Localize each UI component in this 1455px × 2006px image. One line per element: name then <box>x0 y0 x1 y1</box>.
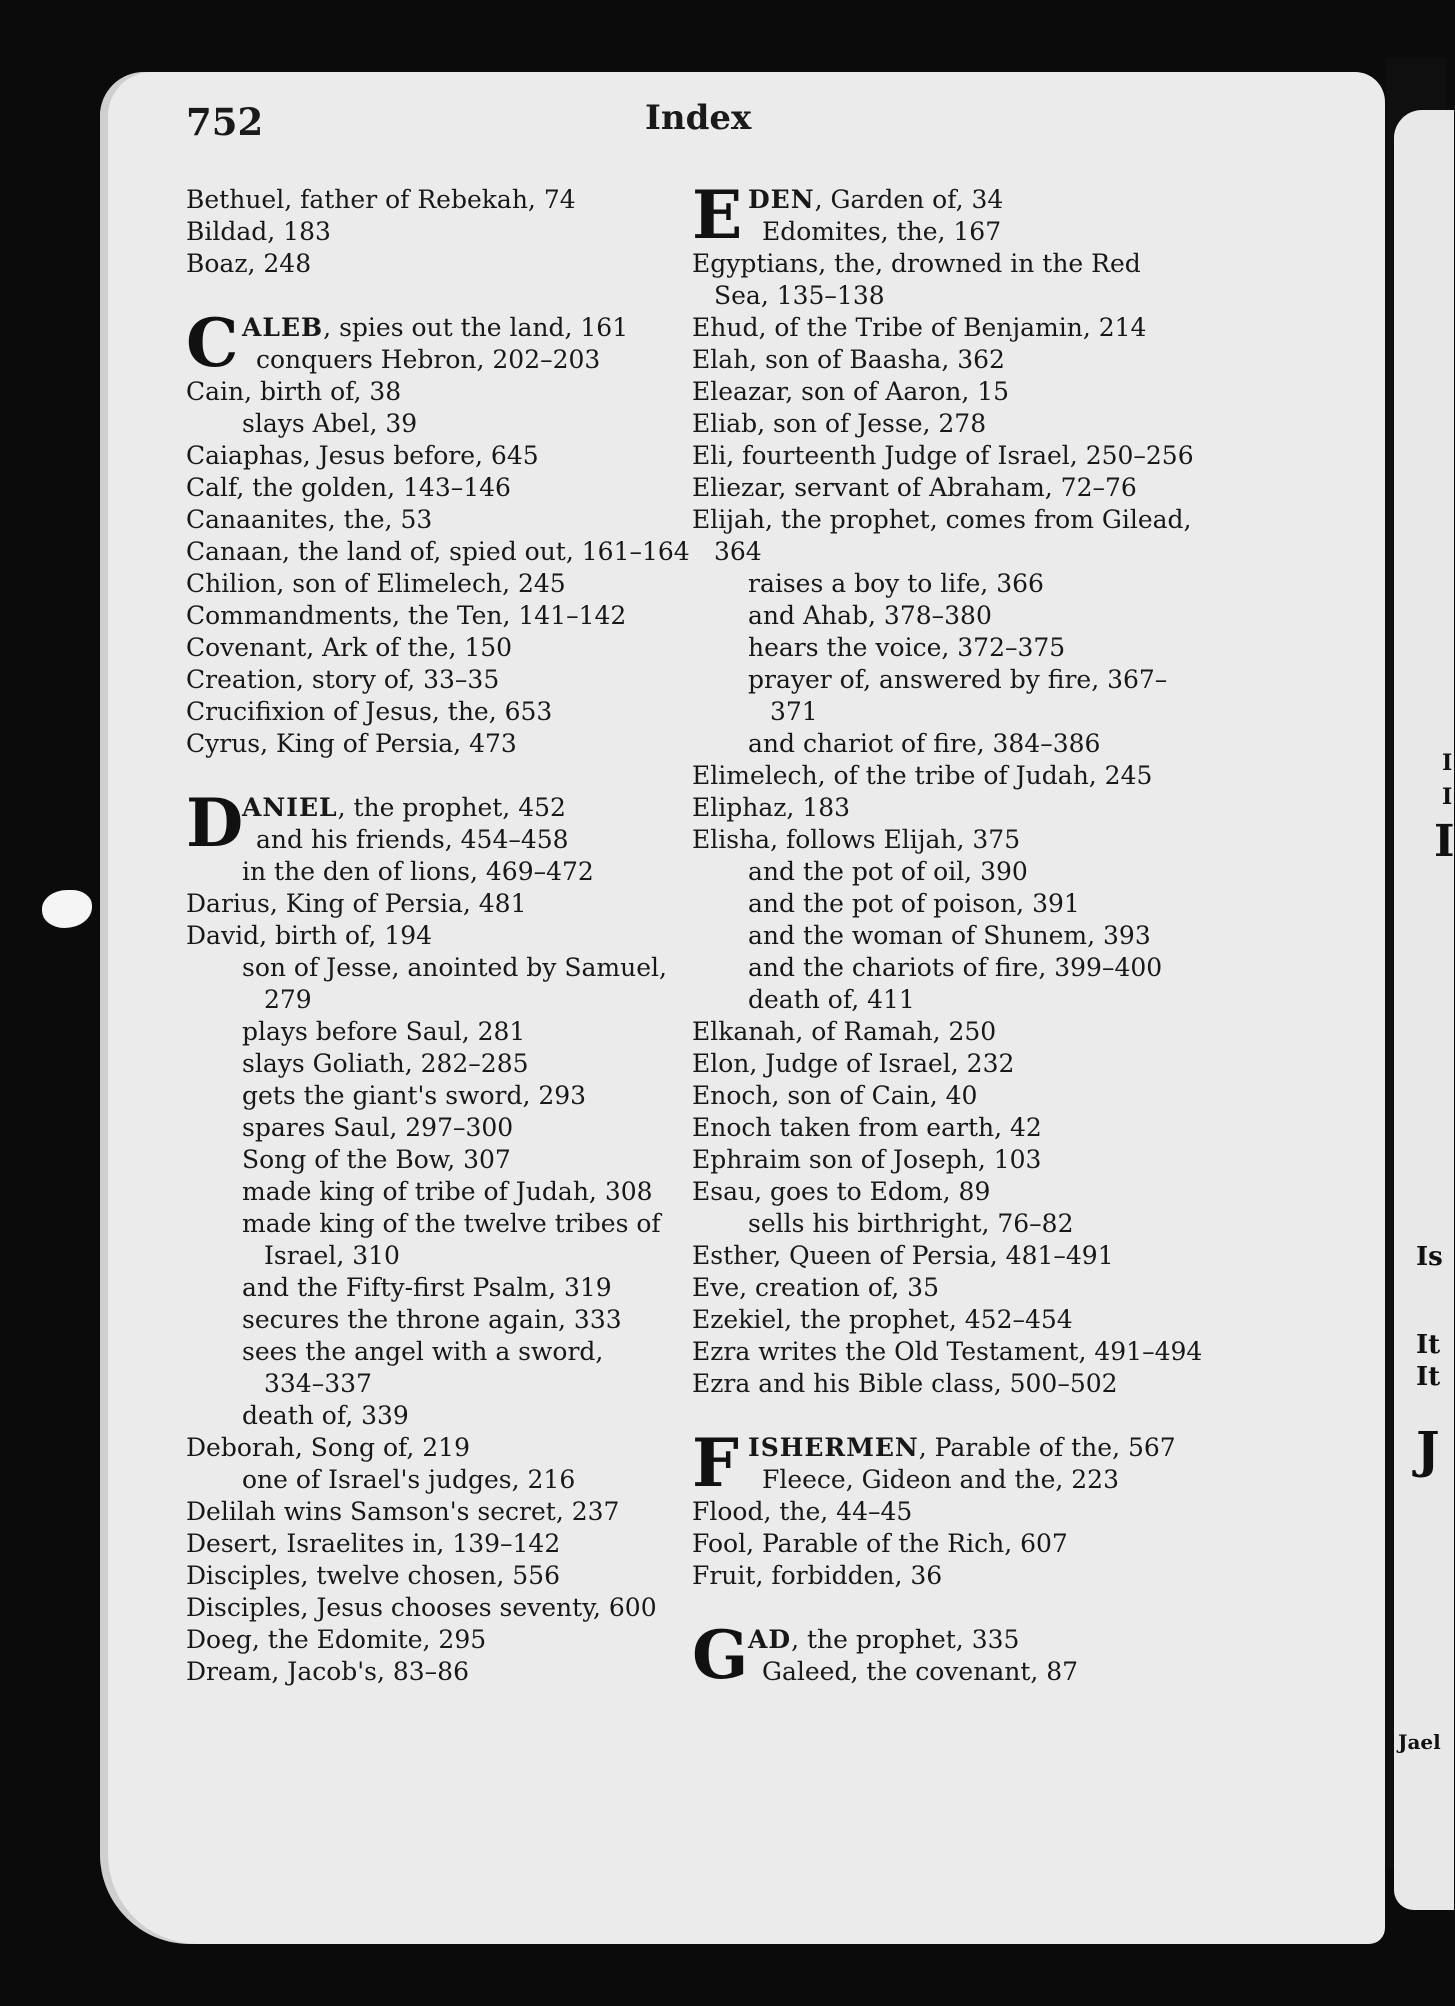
index-entry: Bethuel, father of Rebekah, 74 <box>186 185 576 214</box>
index-entry-text: , Garden of, 34 <box>814 185 1004 214</box>
index-entry: conquers Hebron, 202–203 <box>256 345 601 374</box>
index-subentry: son of Jesse, anointed by Samuel, <box>242 953 667 982</box>
small-caps-word: AD <box>748 1625 792 1654</box>
index-entry: and his friends, 454–458 <box>256 825 569 854</box>
index-entry: Eli, fourteenth Judge of Israel, 250–256 <box>692 441 1194 470</box>
index-entry: Delilah wins Samson's secret, 237 <box>186 1497 620 1526</box>
letter-section-heading <box>186 304 706 382</box>
index-entry: Deborah, Song of, 219 <box>186 1433 470 1462</box>
running-head: Index <box>645 98 752 138</box>
index-subentry: Song of the Bow, 307 <box>242 1145 511 1174</box>
letter-section-heading <box>692 1616 1257 1694</box>
small-caps-word: ISHERMEN <box>748 1433 919 1462</box>
index-entry: Fool, Parable of the Rich, 607 <box>692 1529 1068 1558</box>
index-entry: Chilion, son of Elimelech, 245 <box>186 569 566 598</box>
index-entry-continuation: 364 <box>714 537 762 566</box>
index-entry: Fleece, Gideon and the, 223 <box>762 1465 1119 1494</box>
index-entry: Eliphaz, 183 <box>692 793 851 822</box>
drop-cap-letter: E <box>692 176 743 254</box>
index-entry: Elijah, the prophet, comes from Gilead, <box>692 505 1192 534</box>
index-subentry: made king of the twelve tribes of <box>242 1209 661 1238</box>
index-subentry-continuation: 371 <box>770 697 818 726</box>
index-entry: Ezekiel, the prophet, 452–454 <box>692 1305 1073 1334</box>
index-entry: Esau, goes to Edom, 89 <box>692 1177 991 1206</box>
index-entry: Disciples, twelve chosen, 556 <box>186 1561 560 1590</box>
letter-section-gap <box>692 1400 1257 1432</box>
index-entry: Ehud, of the Tribe of Benjamin, 214 <box>692 313 1147 342</box>
index-entry: Calf, the golden, 143–146 <box>186 473 511 502</box>
index-subentry-continuation: Israel, 310 <box>264 1241 400 1270</box>
index-subentry: raises a boy to life, 366 <box>748 569 1044 598</box>
page-number: 752 <box>186 100 264 144</box>
index-entry: Enoch, son of Cain, 40 <box>692 1081 978 1110</box>
index-entry: Enoch taken from earth, 42 <box>692 1113 1042 1142</box>
index-entry: Ezra and his Bible class, 500–502 <box>692 1369 1118 1398</box>
index-entry <box>748 1624 1257 1656</box>
index-entry: Crucifixion of Jesus, the, 653 <box>186 697 553 726</box>
index-entry-text: , Parable of the, 567 <box>918 1433 1176 1462</box>
index-entry: Darius, King of Persia, 481 <box>186 889 527 918</box>
next-page-fragment: J <box>1416 1420 1440 1479</box>
index-entry: Edomites, the, 167 <box>762 217 1002 246</box>
index-subentry: and chariot of fire, 384–386 <box>748 729 1101 758</box>
index-column-left <box>186 184 706 1688</box>
index-entry: Boaz, 248 <box>186 249 312 278</box>
index-entry: Eleazar, son of Aaron, 15 <box>692 377 1010 406</box>
index-subentry: and the Fifty-first Psalm, 319 <box>242 1273 612 1302</box>
index-entry: Fruit, forbidden, 36 <box>692 1561 943 1590</box>
index-entry: Ephraim son of Joseph, 103 <box>692 1145 1042 1174</box>
index-entry: Elimelech, of the tribe of Judah, 245 <box>692 761 1153 790</box>
drop-cap-letter: F <box>692 1424 739 1502</box>
index-entry: Elkanah, of Ramah, 250 <box>692 1017 997 1046</box>
letter-section-heading <box>692 1424 1257 1502</box>
index-entry: Esther, Queen of Persia, 481–491 <box>692 1241 1114 1270</box>
index-entry: Flood, the, 44–45 <box>692 1497 913 1526</box>
index-entry: Elon, Judge of Israel, 232 <box>692 1049 1015 1078</box>
index-entry: Dream, Jacob's, 83–86 <box>186 1657 469 1686</box>
next-page-fragment: I <box>1442 750 1453 776</box>
index-entry <box>748 184 1257 216</box>
index-entry: Doeg, the Edomite, 295 <box>186 1625 487 1654</box>
index-entry: Elisha, follows Elijah, 375 <box>692 825 1021 854</box>
drop-cap-letter: D <box>186 784 244 862</box>
index-entry: Cain, birth of, 38 <box>186 377 402 406</box>
index-subentry: made king of tribe of Judah, 308 <box>242 1177 653 1206</box>
drop-cap-letter: G <box>692 1616 749 1694</box>
index-subentry: secures the throne again, 333 <box>242 1305 622 1334</box>
small-caps-word: ANIEL <box>242 793 338 822</box>
index-entry: Egyptians, the, drowned in the Red <box>692 249 1141 278</box>
index-subentry: prayer of, answered by fire, 367– <box>748 665 1168 694</box>
index-entry: Caiaphas, Jesus before, 645 <box>186 441 539 470</box>
index-subentry-continuation: 334–337 <box>264 1369 372 1398</box>
index-entry: Cyrus, King of Persia, 473 <box>186 729 517 758</box>
next-page-fragment: I <box>1434 816 1455 867</box>
index-subentry: sees the angel with a sword, <box>242 1337 604 1366</box>
index-subentry: one of Israel's judges, 216 <box>242 1465 576 1494</box>
letter-section-heading <box>186 784 706 862</box>
letter-section-gap <box>186 760 706 792</box>
letter-section-heading <box>692 176 1257 254</box>
index-subentry: gets the giant's sword, 293 <box>242 1081 587 1110</box>
index-entry-text: , spies out the land, 161 <box>323 313 629 342</box>
index-column-right <box>692 176 1257 1694</box>
index-entry <box>242 792 706 824</box>
small-caps-word: DEN <box>748 185 815 214</box>
next-page-edge <box>1386 58 1455 1868</box>
index-entry <box>242 312 706 344</box>
index-entry: Eve, creation of, 35 <box>692 1273 939 1302</box>
index-subentry: slays Abel, 39 <box>242 409 418 438</box>
index-entry: Ezra writes the Old Testament, 491–494 <box>692 1337 1203 1366</box>
index-subentry: and the woman of Shunem, 393 <box>748 921 1151 950</box>
index-entry-text: , the prophet, 452 <box>337 793 566 822</box>
index-entry: Covenant, Ark of the, 150 <box>186 633 513 662</box>
next-page-fragment: It <box>1416 1362 1441 1392</box>
small-caps-word: ALEB <box>242 313 324 342</box>
index-entry-continuation: Sea, 135–138 <box>714 281 885 310</box>
index-entry: David, birth of, 194 <box>186 921 433 950</box>
index-subentry: slays Goliath, 282–285 <box>242 1049 529 1078</box>
next-page-fragment: It <box>1416 1330 1441 1360</box>
next-page-sheet <box>1394 110 1454 1910</box>
index-subentry: spares Saul, 297–300 <box>242 1113 514 1142</box>
index-entry: Eliab, son of Jesse, 278 <box>692 409 987 438</box>
index-entry: Eliezar, servant of Abraham, 72–76 <box>692 473 1137 502</box>
index-entry: Desert, Israelites in, 139–142 <box>186 1529 561 1558</box>
next-page-fragment: Jael <box>1398 1730 1441 1754</box>
index-subentry: and Ahab, 378–380 <box>748 601 992 630</box>
drop-cap-letter: C <box>186 304 239 382</box>
index-subentry: sells his birthright, 76–82 <box>748 1209 1074 1238</box>
next-page-fragment: Is <box>1416 1242 1443 1272</box>
index-entry: Commandments, the Ten, 141–142 <box>186 601 627 630</box>
index-entry: Galeed, the covenant, 87 <box>762 1657 1079 1686</box>
index-entry: Disciples, Jesus chooses seventy, 600 <box>186 1593 657 1622</box>
index-subentry-continuation: 279 <box>264 985 312 1014</box>
index-entry <box>748 1432 1257 1464</box>
index-subentry: in the den of lions, 469–472 <box>242 857 594 886</box>
index-subentry: and the chariots of fire, 399–400 <box>748 953 1163 982</box>
index-subentry: plays before Saul, 281 <box>242 1017 526 1046</box>
index-subentry: and the pot of oil, 390 <box>748 857 1028 886</box>
page-blot <box>42 890 92 928</box>
index-subentry: hears the voice, 372–375 <box>748 633 1066 662</box>
index-entry: Canaanites, the, 53 <box>186 505 433 534</box>
letter-section-gap <box>692 1592 1257 1624</box>
index-entry-text: , the prophet, 335 <box>791 1625 1020 1654</box>
letter-section-gap <box>186 280 706 312</box>
index-entry: Canaan, the land of, spied out, 161–164 <box>186 537 690 566</box>
index-subentry: death of, 411 <box>748 985 915 1014</box>
index-entry: Creation, story of, 33–35 <box>186 665 500 694</box>
index-entry: Elah, son of Baasha, 362 <box>692 345 1005 374</box>
index-entry: Bildad, 183 <box>186 217 331 246</box>
next-page-fragment: I <box>1442 784 1453 810</box>
index-subentry: and the pot of poison, 391 <box>748 889 1080 918</box>
index-subentry: death of, 339 <box>242 1401 409 1430</box>
